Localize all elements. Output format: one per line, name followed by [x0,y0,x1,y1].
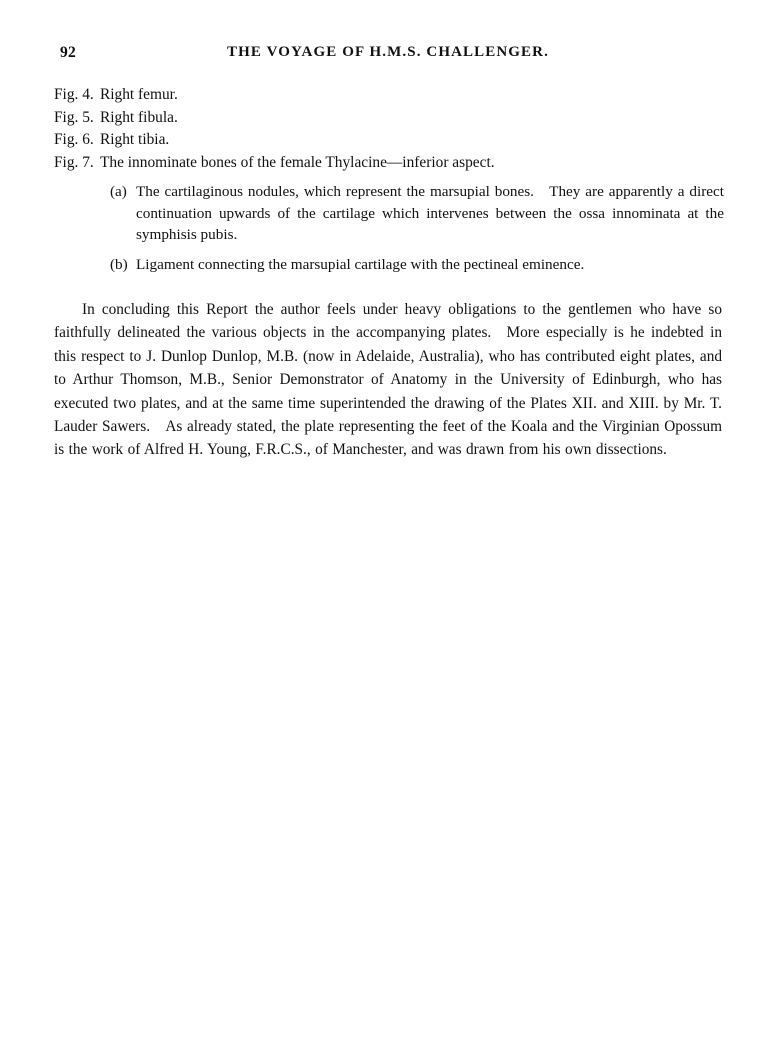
figure-subitem-b [54,254,724,276]
page-header [0,44,776,64]
figure-caption-line [54,129,734,152]
subitem-marker: (a) [110,183,127,200]
figure-label: Fig. 4. [54,86,94,103]
figure-label: Fig. 7. [54,153,94,171]
subitem-marker: (b) [110,255,128,273]
figure-text: The innominate bones of the female Thylacine—inferior aspect. [100,153,495,171]
figure-label: Fig. 5. [54,108,94,126]
running-head: THE VOYAGE OF H.M.S. CHALLENGER. [227,44,549,60]
figure-subitem-a [54,181,724,246]
figure-text: Right tibia. [100,131,170,148]
figure-text: Right femur. [100,86,178,103]
figure-caption-line [54,107,734,130]
figure-caption-line [54,84,734,107]
figure-label: Fig. 6. [54,131,94,148]
subitem-text: Ligament connecting the marsupial cartilage with the pectineal eminence. [136,255,585,273]
page-number: 92 [60,44,76,61]
figure-caption-line [54,152,734,175]
figure-text: Right fibula. [100,108,178,126]
subitem-text: The cartilaginous nodules, which represent the marsupial bones. They are apparently a direct continuation upwards of the cartilage which intervenes between the ossa innominata at the symphisis pubis. [136,183,724,243]
figure-caption-list [54,84,734,275]
closing-paragraph: In concluding this Report the author feels under heavy obligations to the gentlemen who have so faithfully delineated the various objects in the accompanying plates. More especially is he indebted in this respect to J. Dunlop Dunlop, M.B. (now in Adelaide, Australia), who has contributed eight plates, and to Arthur Thomson, M.B., Senior Demonstrator of Anatomy in the University of Edinburgh, who has executed two plates, and at the same time superintended the drawing of the Plates XII. and XIII. by Mr. T. Lauder Sawers. As already stated, the plate representing the feet of the Koala and the Virginian Opossum is the work of Alfred H. Young, F.R.C.S., of Manchester, and was drawn from his own dissections. [54,301,722,459]
